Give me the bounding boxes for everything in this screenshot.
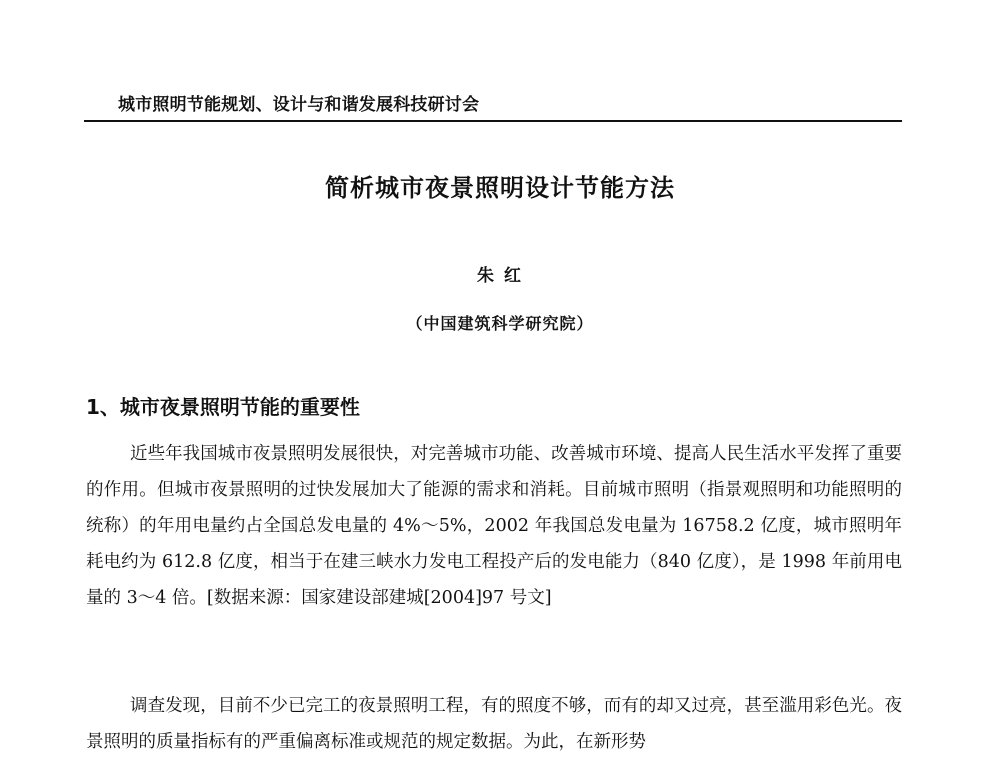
paragraph-1-text: 近些年我国城市夜景照明发展很快，对完善城市功能、改善城市环境、提高人民生活水平发挥了重要的作用。但城市夜景照明的过快发展加大了能源的需求和消耗。目前城市照明（指景观照明和功能照明的统称）的年用电量约占全国总发电量的 4%～5%，2002 年我国总发电量为 16758.2 亿度，城市照明年耗电约为 612.8 亿度，相当于在建三峡水力发电工程投产后的发电能力（840 亿度），是 1998 年前用电量的 3～4 倍。[数据来源：国家建设部建城[2004]97 号文] bbox=[86, 444, 902, 608]
paragraph-1 bbox=[86, 436, 902, 616]
section-heading: 1、城市夜景照明节能的重要性 bbox=[86, 395, 360, 419]
header-rule bbox=[84, 120, 902, 122]
paragraph-2 bbox=[86, 688, 902, 760]
author-affiliation: （中国建筑科学研究院） bbox=[406, 314, 594, 333]
article-title: 简析城市夜景照明设计节能方法 bbox=[325, 174, 675, 202]
running-header: 城市照明节能规划、设计与和谐发展科技研讨会 bbox=[118, 95, 480, 115]
paragraph-2-text: 调查发现，目前不少已完工的夜景照明工程，有的照度不够，而有的却又过亮，甚至滥用彩色光。夜景照明的质量指标有的严重偏离标准或规范的规定数据。为此，在新形势 bbox=[86, 696, 902, 752]
author-name: 朱 红 bbox=[477, 266, 523, 286]
